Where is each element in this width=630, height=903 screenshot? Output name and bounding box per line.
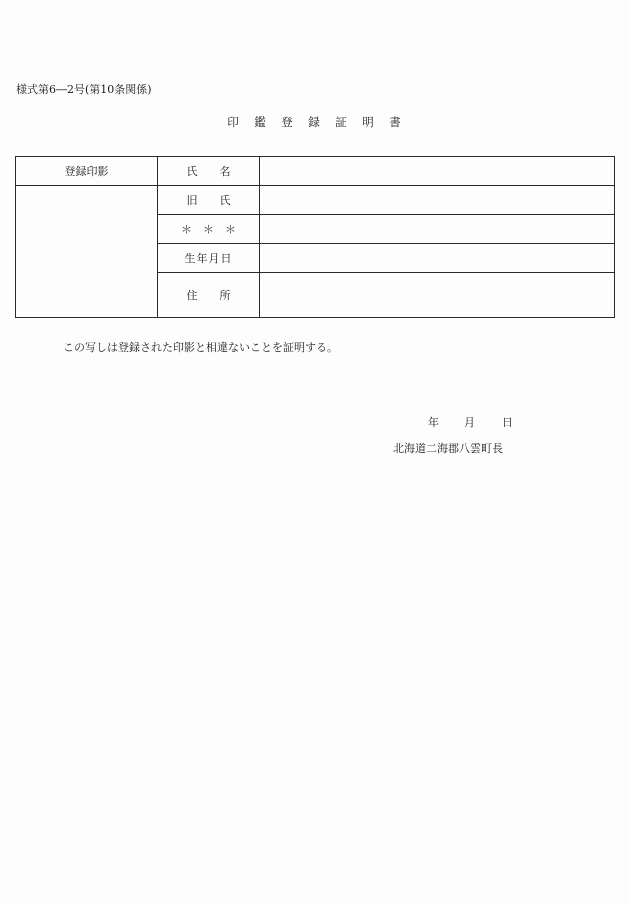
name-label-cell (158, 157, 260, 186)
address-value-cell (260, 273, 615, 318)
certificate-table (15, 156, 615, 318)
masked-value-cell (260, 215, 615, 244)
former-surname-label: 旧 氏 (186, 194, 231, 207)
birthdate-label-cell (158, 244, 260, 273)
seal-impression-area (16, 186, 158, 318)
year-label: 年 (428, 416, 439, 429)
former-surname-label-cell (158, 186, 260, 215)
form-number: 様式第6―2号(第10条関係) (16, 83, 152, 96)
month-label: 月 (464, 416, 475, 429)
date-line (428, 414, 513, 430)
name-value-cell (260, 157, 615, 186)
former-surname-value-cell (260, 186, 615, 215)
seal-header-cell (16, 157, 158, 186)
address-label-cell (158, 273, 260, 318)
seal-header-label: 登録印影 (64, 165, 109, 178)
birthdate-label: 生年月日 (184, 252, 233, 265)
document-title: 印 鑑 登 録 証 明 書 (227, 115, 403, 129)
issuer-name: 北海道二海郡八雲町長 (393, 442, 503, 455)
address-label: 住 所 (186, 289, 231, 302)
name-label: 氏 名 (186, 165, 231, 178)
masked-label-cell (158, 215, 260, 244)
certification-statement: この写しは登録された印影と相違ないことを証明する。 (63, 341, 338, 354)
day-label: 日 (502, 416, 513, 429)
masked-label: ＊ ＊ ＊ (181, 223, 236, 236)
birthdate-value-cell (260, 244, 615, 273)
